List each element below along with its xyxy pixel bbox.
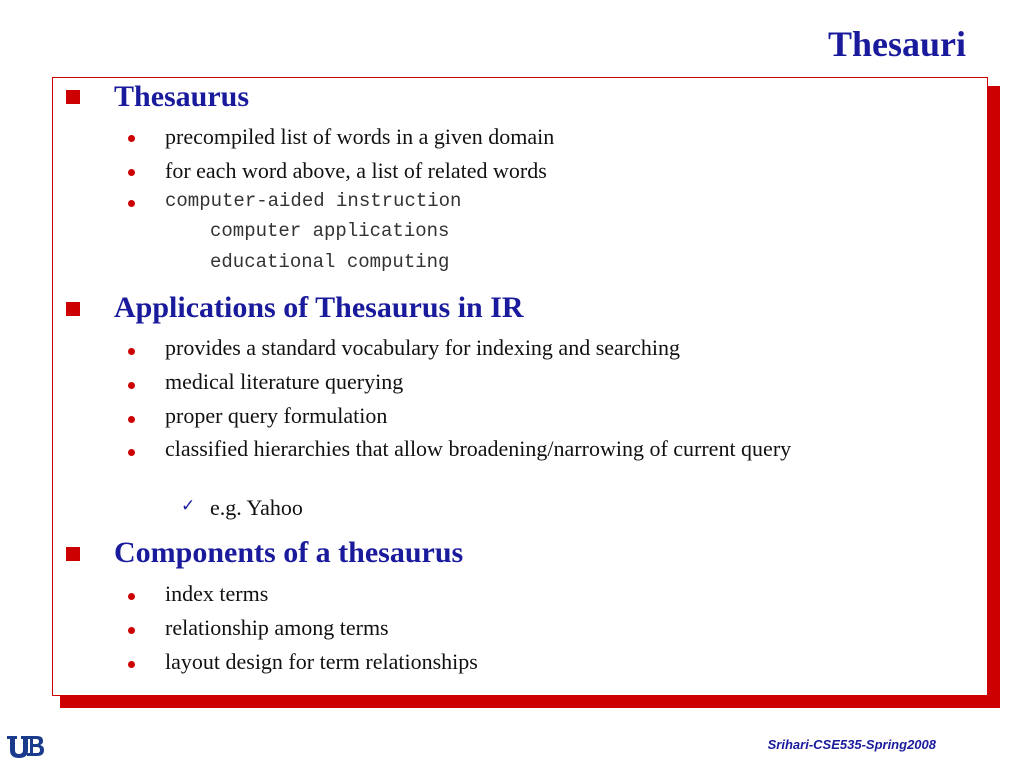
dot-bullet-icon: [128, 416, 135, 423]
section-heading: Components of a thesaurus: [114, 536, 464, 569]
content-panel: [52, 77, 988, 696]
dot-bullet-icon: [128, 135, 135, 142]
check-item: e.g. Yahoo: [210, 495, 303, 520]
list-item: classified hierarchies that allow broadening/narrowing of current query: [165, 436, 792, 461]
dot-bullet-icon: [128, 593, 135, 600]
list-item: for each word above, a list of related words: [165, 158, 547, 183]
list-item: relationship among terms: [165, 615, 389, 640]
square-bullet-icon: [66, 547, 80, 561]
slide-title: Thesauri: [827, 24, 966, 64]
dot-bullet-icon: [128, 382, 135, 389]
square-bullet-icon: [66, 90, 80, 104]
section-heading: Thesaurus: [114, 80, 250, 113]
dot-bullet-icon: [128, 627, 135, 634]
list-item: proper query formulation: [165, 403, 388, 428]
list-item: index terms: [165, 581, 269, 606]
dot-bullet-icon: [128, 200, 135, 207]
checkmark-icon: ✓: [181, 496, 196, 516]
code-line: educational computing: [210, 251, 450, 273]
list-item: precompiled list of words in a given domain: [165, 124, 555, 149]
list-item: provides a standard vocabulary for indexing and searching: [165, 335, 680, 360]
code-line: computer applications: [210, 220, 450, 242]
dot-bullet-icon: [128, 169, 135, 176]
dot-bullet-icon: [128, 661, 135, 668]
ub-logo-icon: [5, 733, 47, 759]
dot-bullet-icon: [128, 348, 135, 355]
list-item: layout design for term relationships: [165, 649, 478, 674]
list-item-code: computer-aided instruction: [165, 190, 462, 212]
slide-footer: Srihari-CSE535-Spring2008: [767, 737, 936, 752]
section-heading: Applications of Thesaurus in IR: [114, 291, 524, 324]
list-item: medical literature querying: [165, 369, 404, 394]
square-bullet-icon: [66, 302, 80, 316]
dot-bullet-icon: [128, 449, 135, 456]
